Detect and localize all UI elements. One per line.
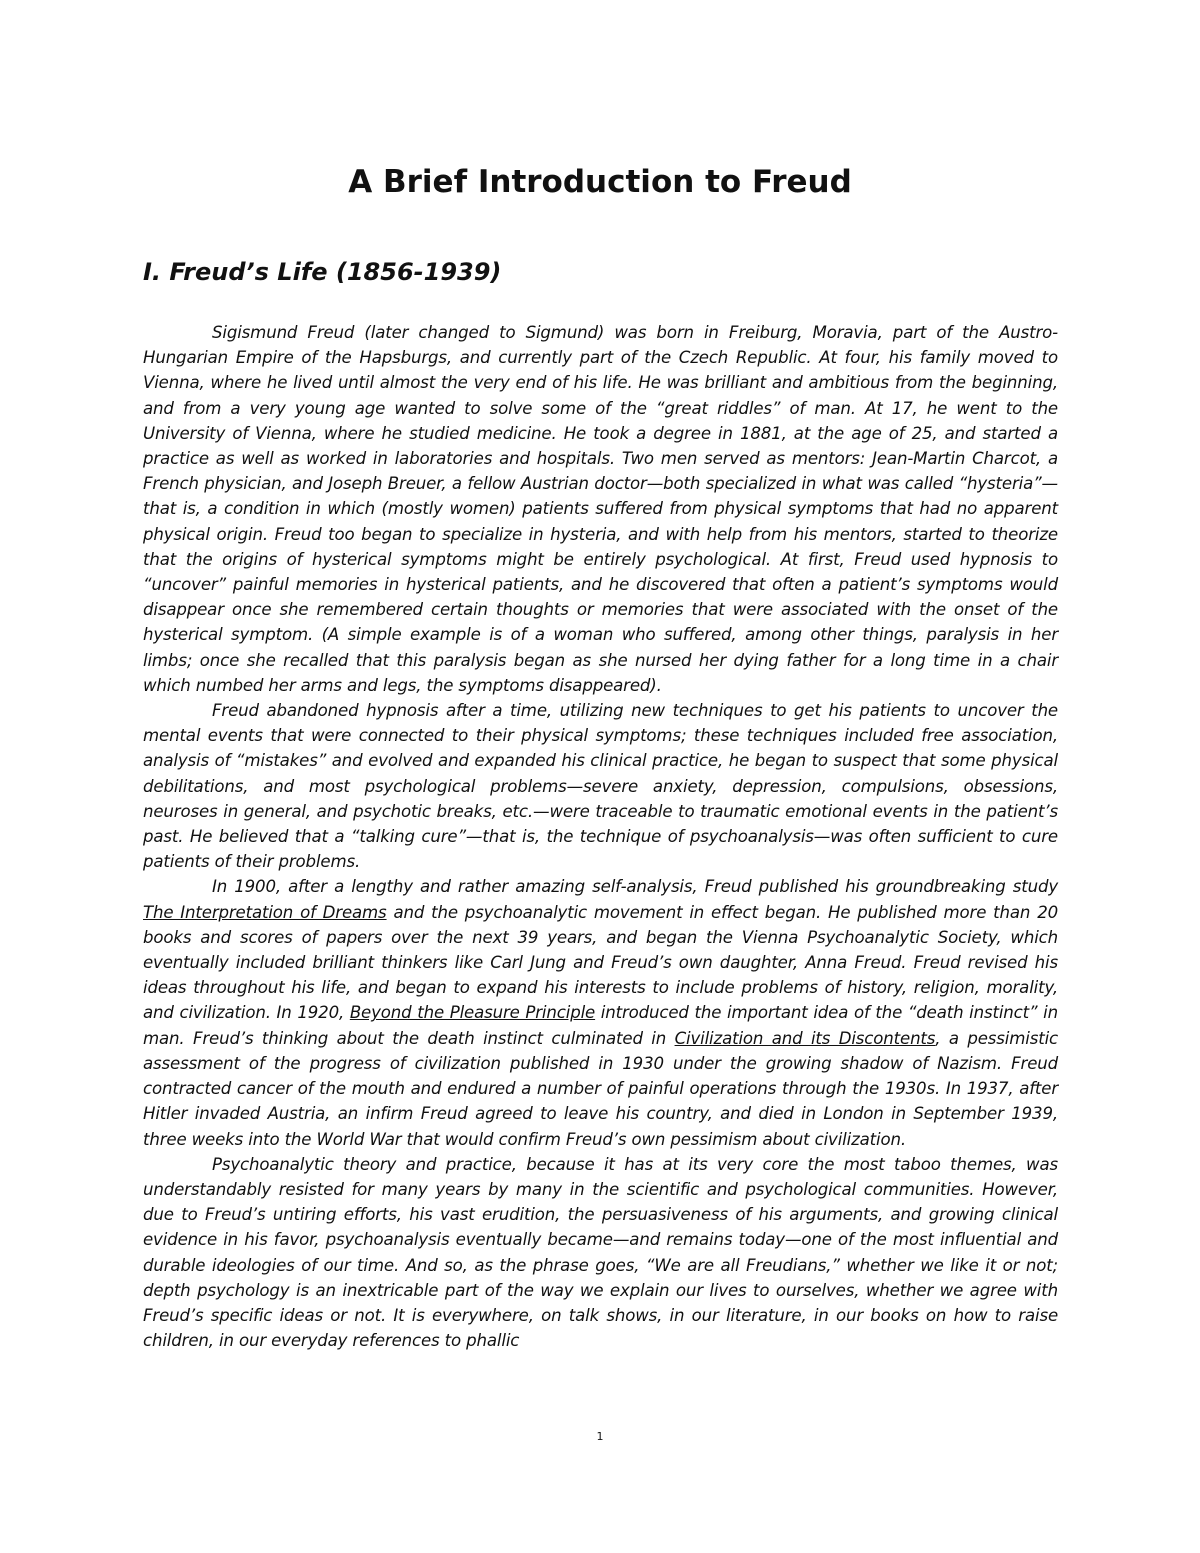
paragraph-text: Sigismund Freud (later changed to Sigmund) was born in Freiburg, Moravia, part of the Austro-Hungarian Empire of the Hapsburgs, and currently part of the Czech Republic. At four, his family moved to Vienna, where he lived until almost the very end of his life. He was brilliant and ambitious from the beginning, and from a very young age wanted to solve some of the “great riddles” of man. At 17, he went to the University of Vienna, where he studied medicine. He took a degree in 1881, at the age of 25, and started a practice as well as worked in laboratories and hospitals. Two men served as mentors: Jean-Martin Charcot, a French physician, and Joseph Breuer, a fellow Austrian doctor—both specialized in what was called “hysteria”—that is, a condition in which (mostly women) patients suffered from physical symptoms that had no apparent physical origin. Freud too began to specialize in hysteria, and with help from his mentors, started to theorize that the origins of hysterical symptoms might be entirely psychological. At first, Freud used hypnosis to “uncover” painful memories in hysterical patients, and he discovered that often a patient’s symptoms would disappear once she remembered certain thoughts or memories that were associated with the onset of the hysterical symptom. (A simple example is of a woman who suffered, among other things, paralysis in her limbs; once she recalled that this paralysis began as she nursed her dying father for a long time in a chair which numbed her arms and legs, the symptoms disappeared).	[143, 323, 1058, 695]
paragraph-1	[143, 320, 1058, 698]
book-title-civilization-and-its-discontents: Civilization and its Discontents	[674, 1028, 936, 1048]
paragraph-4	[143, 1152, 1058, 1354]
paragraph-text: and the psychoanalytic movement in effect began. He published more than 20 books and scores of papers over the next 39 years, and began the Vienna Psychoanalytic Society, which eventually included brilliant thinkers like Carl Jung and Freud’s own daughter, Anna Freud. Freud revised his ideas throughout his life, and began to expand his interests to include problems of history, religion, morality, and civilization. In 1920,	[143, 902, 1059, 1023]
document-title: A Brief Introduction to Freud	[348, 164, 852, 200]
paragraph-text: , a pessimistic assessment of the progress of civilization published in 1930 under the growing shadow of Nazism. Freud contracted cancer of the mouth and endured a number of painful operations through the 1930s. In 1937, after Hitler invaded Austria, an infirm Freud agreed to leave his country, and died in London in September 1939, three weeks into the World War that would confirm Freud’s own pessimism about civilization.	[143, 1028, 1059, 1149]
book-title-interpretation-of-dreams: The Interpretation of Dreams	[143, 902, 387, 922]
section-heading: I. Freud’s Life (1856-1939)	[143, 258, 502, 286]
book-title-beyond-the-pleasure-principle: Beyond the Pleasure Principle	[349, 1003, 596, 1023]
paragraph-text: introduced the important idea of the “death instinct” in man. Freud’s thinking about the death instinct culminated in	[143, 1003, 1058, 1048]
paragraph-text: Psychoanalytic theory and practice, because it has at its very core the most taboo themes, was understandably resisted for many years by many in the scientific and psychological communities. However, due to Freud’s untiring efforts, his vast erudition, the persuasiveness of his arguments, and growing clinical evidence in his favor, psychoanalysis eventually became—and remains today—one of the most influential and durable ideologies of our time. And so, as the phrase goes, “We are all Freudians,” whether we like it or not; depth psychology is an inextricable part of the way we explain our lives to ourselves, whether we agree with Freud’s specific ideas or not. It is everywhere, on talk shows, in our literature, in our books on how to raise children, in our everyday references to phallic	[143, 1154, 1058, 1351]
paragraph-text: In 1900, after a lengthy and rather amazing self-analysis, Freud published his groundbreaking study	[212, 877, 1058, 897]
paragraph-3	[143, 874, 1058, 1151]
page-number: 1	[596, 1430, 604, 1443]
body-text	[143, 320, 1058, 1353]
paragraph-text: Freud abandoned hypnosis after a time, utilizing new techniques to get his patients to uncover the mental events that were connected to their physical symptoms; these techniques included free association, analysis of “mistakes” and evolved and expanded his clinical practice, he began to suspect that some physical debilitations, and most psychological problems—severe anxiety, depression, compulsions, obsessions, neuroses in general, and psychotic breaks, etc.—were traceable to traumatic emotional events in the patient’s past. He believed that a “talking cure”—that is, the technique of psychoanalysis—was often sufficient to cure patients of their problems.	[143, 701, 1058, 872]
paragraph-2	[143, 698, 1058, 874]
